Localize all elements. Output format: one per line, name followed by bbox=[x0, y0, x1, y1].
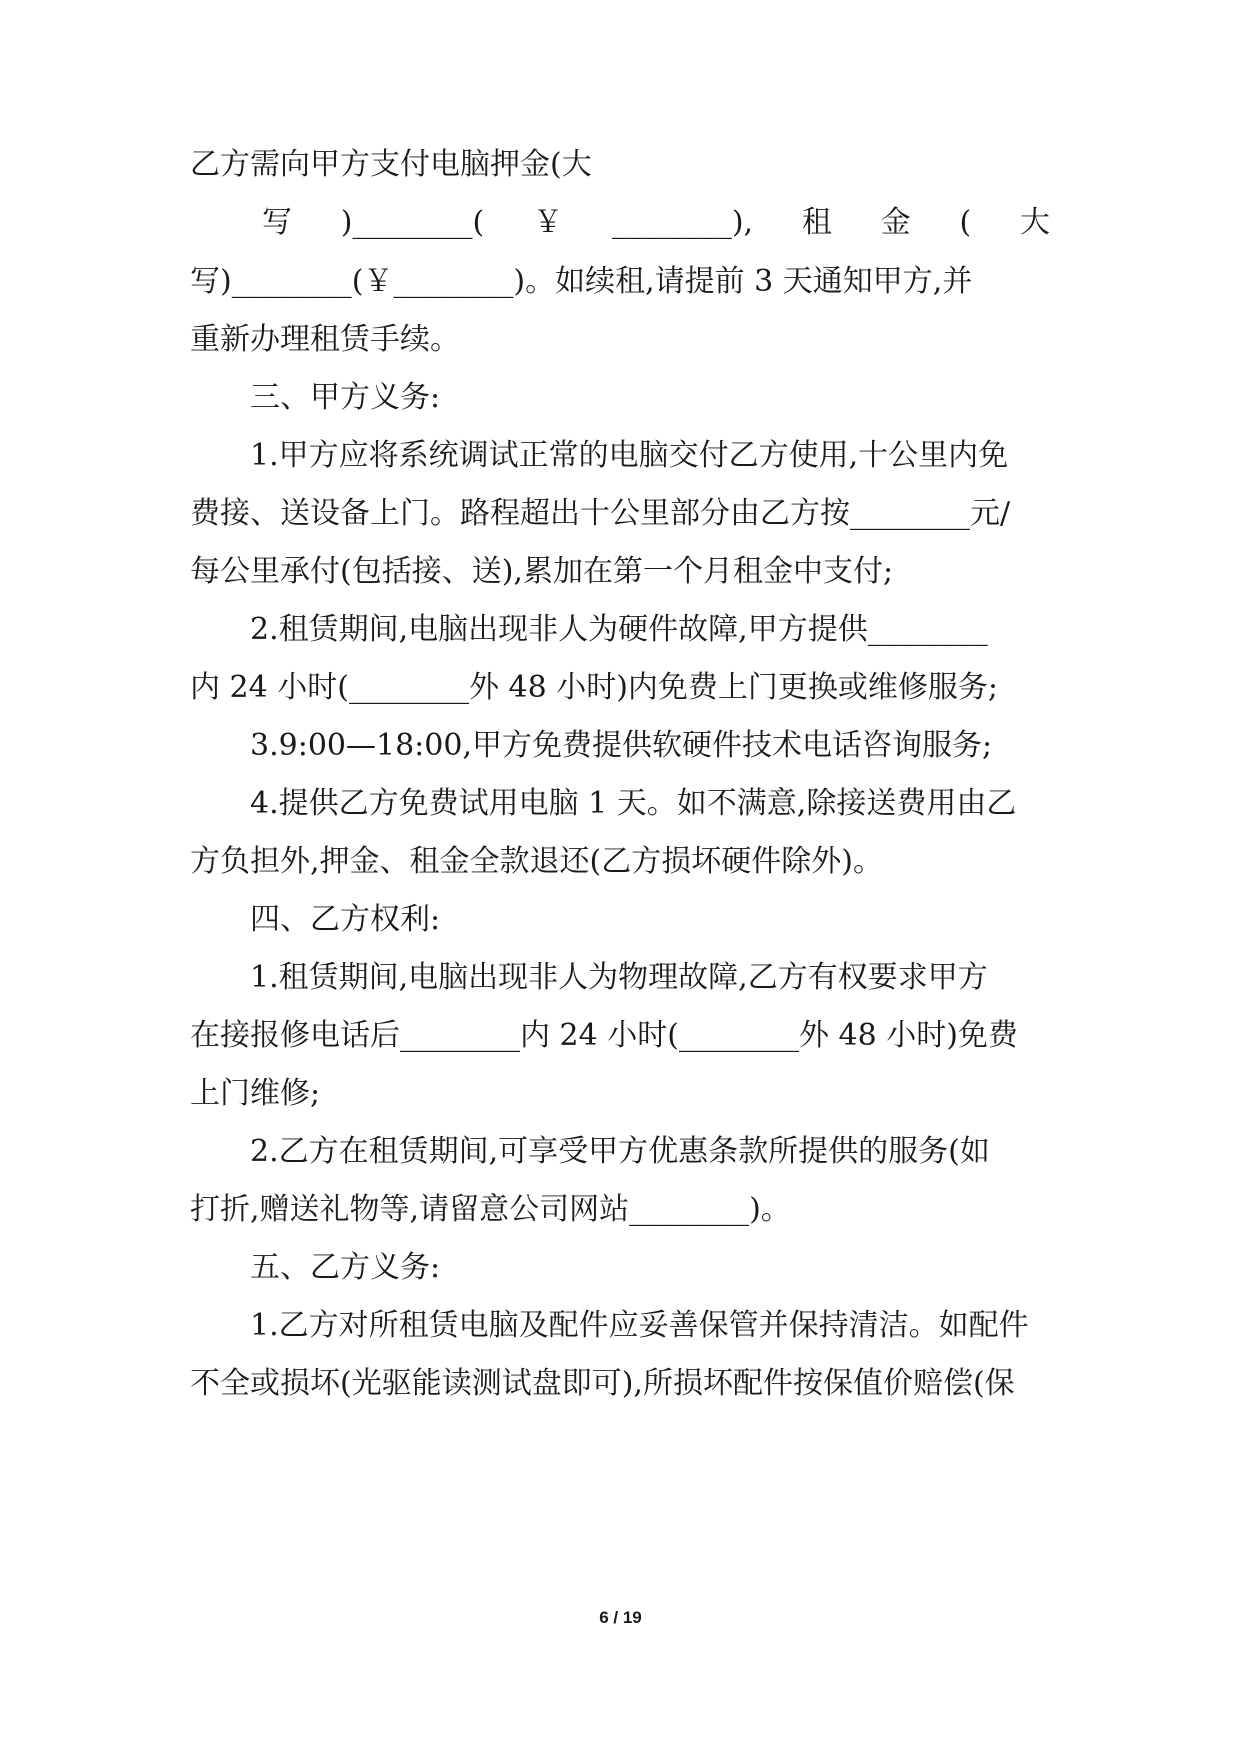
paragraph-line: 不全或损坏(光驱能读测试盘即可),所损坏配件按保值价赔偿(保 bbox=[190, 1366, 1015, 1401]
text-fragment: 写 bbox=[262, 205, 292, 240]
paragraph-line: 内 24 小时(________外 48 小时)内免费上门更换或维修服务; bbox=[190, 670, 999, 705]
text-fragment: )________( bbox=[340, 205, 485, 240]
text-fragment: 租 bbox=[801, 205, 832, 240]
section-heading: 四、乙方权利: bbox=[250, 902, 441, 937]
paragraph-line: 打折,赠送礼物等,请留意公司网站________)。 bbox=[190, 1192, 791, 1227]
section-heading: 三、甲方义务: bbox=[250, 380, 441, 415]
paragraph-line: 在接报修电话后________内 24 小时(________外 48 小时)免费 bbox=[190, 1018, 1018, 1053]
paragraph-line: 费接、送设备上门。路程超出十公里部分由乙方按________元/ bbox=[190, 496, 1011, 531]
paragraph-line: 1.租赁期间,电脑出现非人为物理故障,乙方有权要求甲方 bbox=[250, 960, 988, 995]
paragraph-line: 2.租赁期间,电脑出现非人为硬件故障,甲方提供________ bbox=[250, 612, 988, 647]
text-fragment: ( bbox=[959, 205, 972, 240]
text-fragment: 大 bbox=[1019, 205, 1050, 240]
section-heading: 五、乙方义务: bbox=[250, 1250, 441, 1285]
paragraph-line: 方负担外,押金、租金全款退还(乙方损坏硬件除外)。 bbox=[190, 844, 883, 879]
paragraph-line: 乙方需向甲方支付电脑押金(大 bbox=[190, 147, 592, 182]
text-fragment: ￥ bbox=[533, 205, 564, 240]
paragraph-line: 重新办理租赁手续。 bbox=[190, 322, 460, 357]
paragraph-line-justified bbox=[262, 203, 1050, 243]
paragraph-line: 上门维修; bbox=[190, 1076, 321, 1111]
text-fragment: 金 bbox=[880, 205, 911, 240]
paragraph-line: 每公里承付(包括接、送),累加在第一个月租金中支付; bbox=[190, 554, 894, 589]
page-number: 6 / 19 bbox=[599, 1608, 642, 1627]
paragraph-line: 写)________(￥________)。如续租,请提前 3 天通知甲方,并 bbox=[190, 264, 973, 299]
text-fragment: ________), bbox=[611, 205, 754, 240]
paragraph-line: 4.提供乙方免费试用电脑 1 天。如不满意,除接送费用由乙 bbox=[250, 786, 1017, 821]
paragraph-line: 1.甲方应将系统调试正常的电脑交付乙方使用,十公里内免 bbox=[250, 438, 1009, 473]
paragraph-line: 3.9:00—18:00,甲方免费提供软硬件技术电话咨询服务; bbox=[250, 728, 993, 763]
paragraph-line: 1.乙方对所租赁电脑及配件应妥善保管并保持清洁。如配件 bbox=[250, 1308, 1029, 1343]
paragraph-line: 2.乙方在租赁期间,可享受甲方优惠条款所提供的服务(如 bbox=[250, 1134, 990, 1169]
